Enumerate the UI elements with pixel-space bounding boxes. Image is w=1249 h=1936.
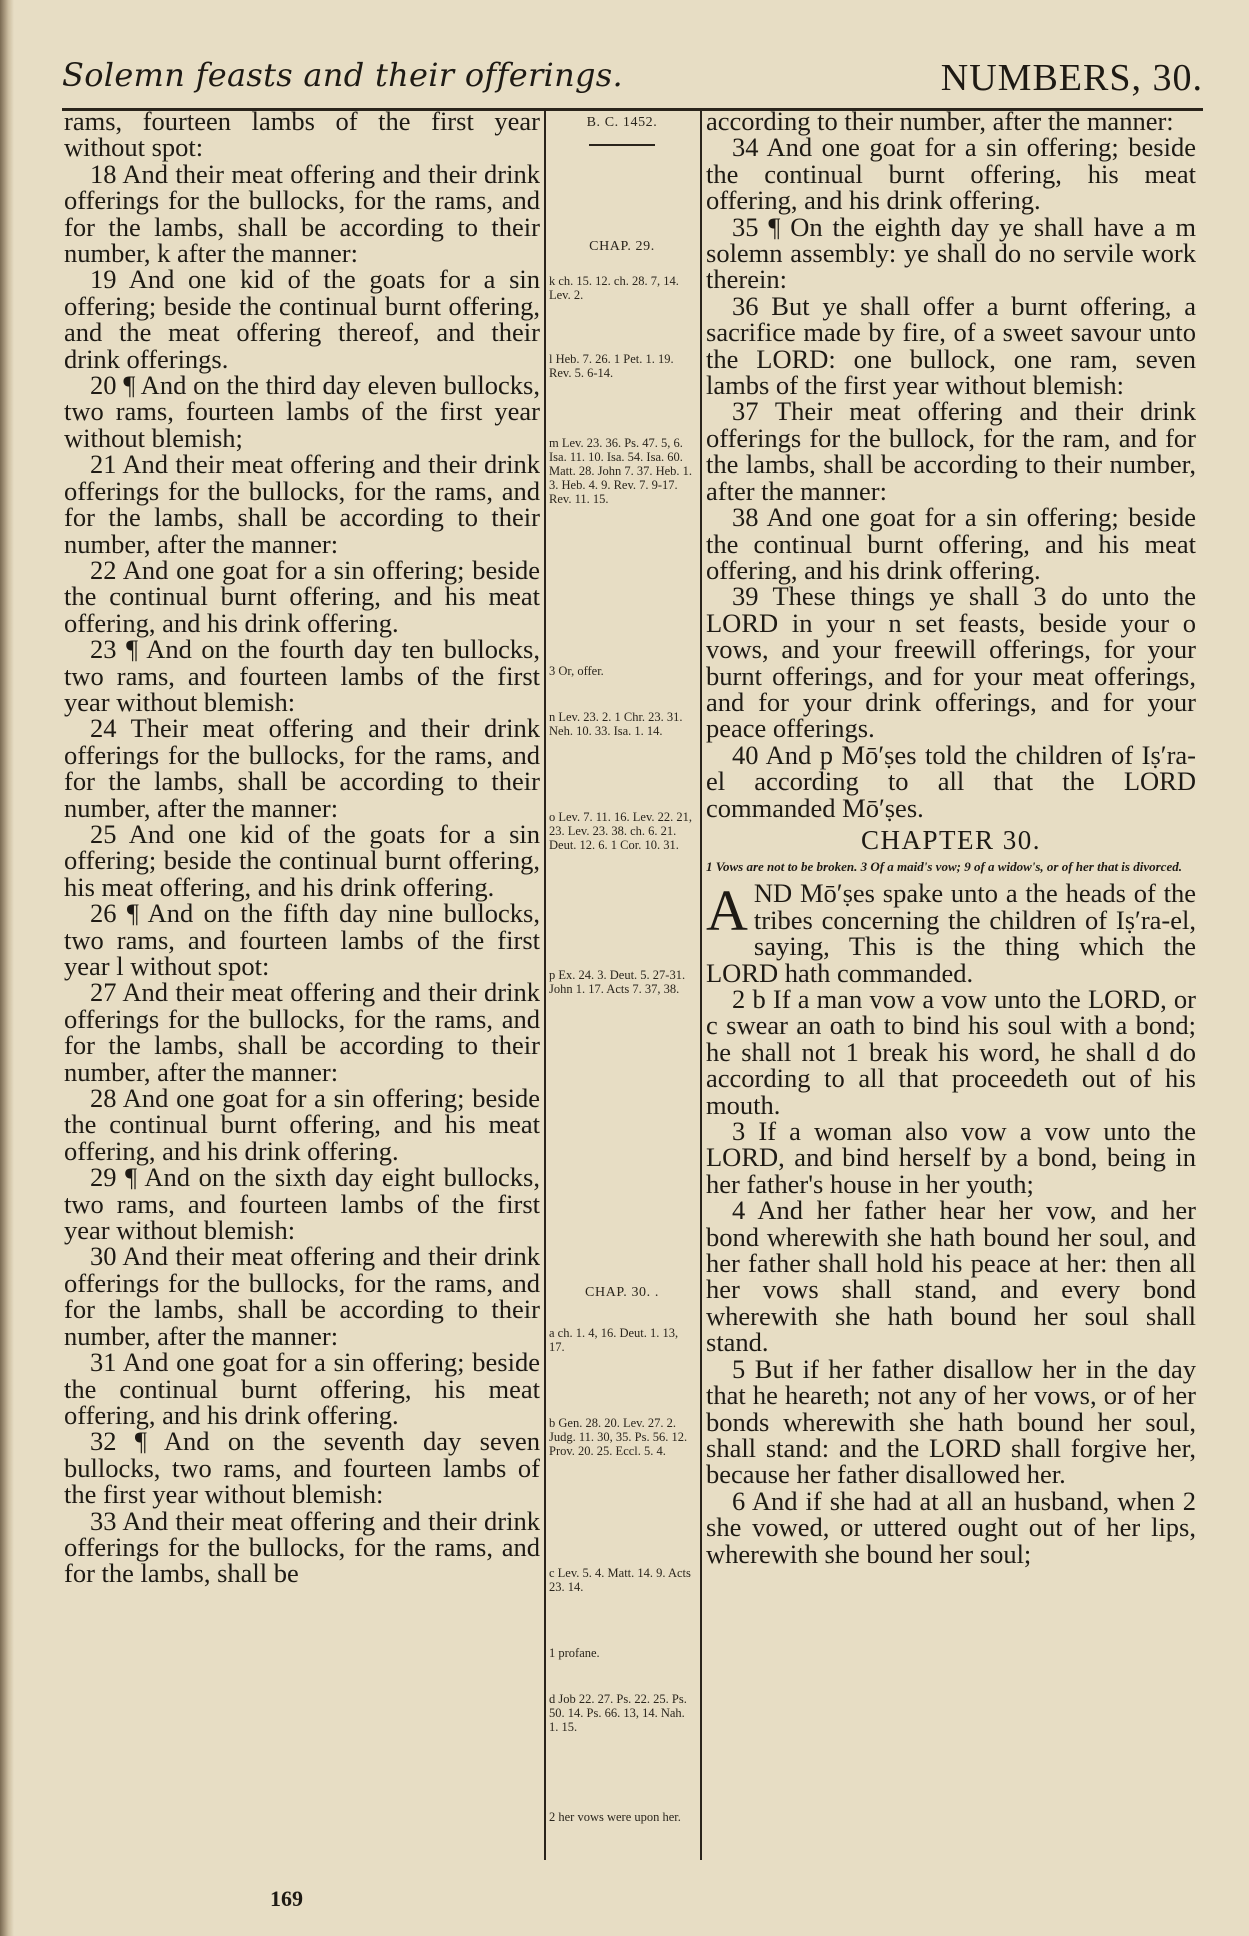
verse: 22 And one goat for a sin offering; beside the continual burnt offering, and his meat offering, and his drink offering. <box>64 554 540 638</box>
verse: 24 Their meat offering and their drink offerings for the bullocks, for the rams, and for the lambs, shall be according to their number, after the manner: <box>64 713 540 823</box>
margin-note: b Gen. 28. 20. Lev. 27. 2. Judg. 11. 30, 35. Ps. 56. 12. Prov. 20. 25. Eccl. 5. 4. <box>549 1416 688 1458</box>
margin-note: d Job 22. 27. Ps. 22. 25. Ps. 50. 14. Ps. 66. 13, 14. Nah. 1. 15. <box>549 1692 687 1734</box>
margin-note: a ch. 1. 4, 16. Deut. 1. 13, 17. <box>549 1326 679 1354</box>
verse: 25 And one kid of the goats for a sin offering; beside the continual burnt offering, his meat offering, and his drink offering. <box>64 818 540 902</box>
first-verse-text: ND Mō′ṣes spake unto a the heads of the tribes concerning the children of Iṣ′ra-el, saying, This is the thing which the LORD hath commanded. <box>706 878 1196 988</box>
verse: 27 And their meat offering and their drink offerings for the bullocks, for the rams, and for the lambs, shall be according to their number, after the manner: <box>64 977 540 1087</box>
margin-note: n Lev. 23. 2. 1 Chr. 23. 31. Neh. 10. 33. Isa. 1. 14. <box>549 710 683 738</box>
verse: 29 ¶ And on the sixth day eight bullocks, two rams, and fourteen lambs of the first year without blemish: <box>64 1162 540 1246</box>
verse: 35 ¶ On the eighth day ye shall have a m solemn assembly: ye shall do no servile work therein: <box>706 211 1196 295</box>
verse: 40 And p Mō′ṣes told the children of Iṣ′ra-el according to all that the LORD commanded Mō′ṣes. <box>706 739 1196 823</box>
verse: 18 And their meat offering and their drink offerings for the bullocks, for the rams, and for the lambs, shall be according to their number, k after the manner: <box>64 158 540 269</box>
verse: 39 These things ye shall 3 do unto the LORD in your n set feasts, beside your o vows, and your freewill offerings, for your burnt offerings, and for your meat offerings, and for your drink offerings, and for your peace offerings. <box>706 581 1196 744</box>
margin-note: p Ex. 24. 3. Deut. 5. 27-31. John 1. 17. Acts 7. 37, 38. <box>549 968 686 996</box>
verse: 26 ¶ And on the fifth day nine bullocks, two rams, and fourteen lambs of the first year l without spot: <box>64 898 540 981</box>
verse: 5 But if her father disallow her in the day that he heareth; not any of her vows, or of her bonds wherewith she hath bound her soul, shall stand: and the LORD shall forgive her, because her father disallowed her. <box>706 1353 1196 1490</box>
margin-note: k ch. 15. 12. ch. 28. 7, 14. Lev. 2. <box>549 274 679 302</box>
verse: 4 And her father hear her vow, and her bond wherewith she hath bound her soul, and her father shall hold his peace at her: then all her vows shall stand, and every bond wherewith she hath bound her soul shall stand. <box>706 1195 1196 1358</box>
center-margin-references <box>549 116 695 1896</box>
margin-note: 1 profane. <box>549 1646 600 1660</box>
column-rule-left <box>544 110 546 1860</box>
verse: 28 And one goat for a sin offering; beside the continual burnt offering, and his meat offering, and his drink offering. <box>64 1083 540 1166</box>
verse: 36 But ye shall offer a burnt offering, a sacrifice made by fire, of a sweet savour unto the LORD: one bullock, one ram, seven lambs of the first year without blemish: <box>706 290 1196 401</box>
verse-first <box>706 880 1196 986</box>
margin-note: l Heb. 7. 26. 1 Pet. 1. 19. Rev. 5. 6-14. <box>549 352 674 380</box>
margin-chapter-30: CHAP. 30. . <box>585 1285 659 1300</box>
verse: 37 Their meat offering and their drink offerings for the bullock, for the ram, and for the lambs, shall be according to their number, after the manner: <box>706 396 1196 506</box>
margin-note: 2 her vows were upon her. <box>549 1810 681 1824</box>
margin-chapter-29: CHAP. 29. <box>589 239 655 254</box>
column-rule-right <box>700 110 702 1860</box>
text-column-left <box>64 108 540 1587</box>
chapter-summary: 1 Vows are not to be broken. 3 Of a maid's vow; 9 of a widow's, or of her that is divorced. <box>706 859 1182 875</box>
verse: 20 ¶ And on the third day eleven bullocks, two rams, fourteen lambs of the first year without blemish; <box>64 370 540 453</box>
verse: rams, fourteen lambs of the first year without spot: <box>64 106 540 163</box>
verse: 31 And one goat for a sin offering; beside the continual burnt offering, his meat offering, and his drink offering. <box>64 1347 540 1430</box>
verse: 34 And one goat for a sin offering; beside the continual burnt offering, his meat offering, and his drink offering. <box>706 132 1196 216</box>
verse: 32 ¶ And on the seventh day seven bullocks, two rams, and fourteen lambs of the first year without blemish: <box>64 1426 540 1510</box>
verse: 3 If a woman also vow a vow unto the LORD, and bind herself by a bond, being in her father's house in her youth; <box>706 1116 1196 1199</box>
verse: 23 ¶ And on the fourth day ten bullocks, two rams, and fourteen lambs of the first year without blemish: <box>64 634 540 717</box>
margin-note: 3 Or, offer. <box>549 664 604 678</box>
chapter-title: CHAPTER 30. <box>860 824 1042 855</box>
margin-rule <box>589 144 655 146</box>
verse: 30 And their meat offering and their drink offerings for the bullocks, for the rams, and for the lambs, shall be according to their number, after the manner: <box>64 1241 540 1351</box>
text-column-right <box>706 108 1196 1567</box>
verse: 19 And one kid of the goats for a sin offering; beside the continual burnt offering, and the meat offering thereof, and their drink offerings. <box>64 264 540 374</box>
verse: 2 b If a man vow a vow unto the LORD, or c swear an oath to bind his soul with a bond; he shall not 1 break his word, he shall d do according to all that proceedeth out of his mouth. <box>706 984 1196 1120</box>
margin-note: o Lev. 7. 11. 16. Lev. 22. 21, 23. Lev. 23. 38. ch. 6. 21. Deut. 12. 6. 1 Cor. 10. 31. <box>549 810 693 852</box>
page-number: 169 <box>270 1886 303 1911</box>
verse: 38 And one goat for a sin offering; beside the continual burnt offering, and his meat offering, and his drink offering. <box>706 502 1196 585</box>
margin-note: m Lev. 23. 36. Ps. 47. 5, 6. Isa. 11. 10. Isa. 54. Isa. 60. Matt. 28. John 7. 37. Heb. 1. 3. Heb. 4. 9. Rev. 7. 9-17. Rev. 11. 15. <box>549 436 693 506</box>
verse: 21 And their meat offering and their drink offerings for the bullocks, for the rams, and for the lambs, shall be according to their number, after the manner: <box>64 449 540 559</box>
running-header <box>62 56 1203 108</box>
verse: 6 And if she had at all an husband, when 2 she vowed, or uttered ought out of her lips, wherewith she bound her soul; <box>706 1485 1196 1569</box>
drop-cap: A <box>706 878 748 944</box>
margin-note: c Lev. 5. 4. Matt. 14. 9. Acts 23. 14. <box>549 1566 691 1594</box>
page-edge <box>0 0 14 1936</box>
margin-date: B. C. 1452. <box>586 115 658 130</box>
header-right-title: NUMBERS, 30. <box>940 57 1203 99</box>
verse: according to their number, after the manner: <box>706 106 1174 136</box>
header-left-title: Solemn feasts and their offerings. <box>62 56 623 94</box>
verse: 33 And their meat offering and their drink offerings for the bullocks, for the rams, and for the lambs, shall be <box>64 1505 540 1589</box>
